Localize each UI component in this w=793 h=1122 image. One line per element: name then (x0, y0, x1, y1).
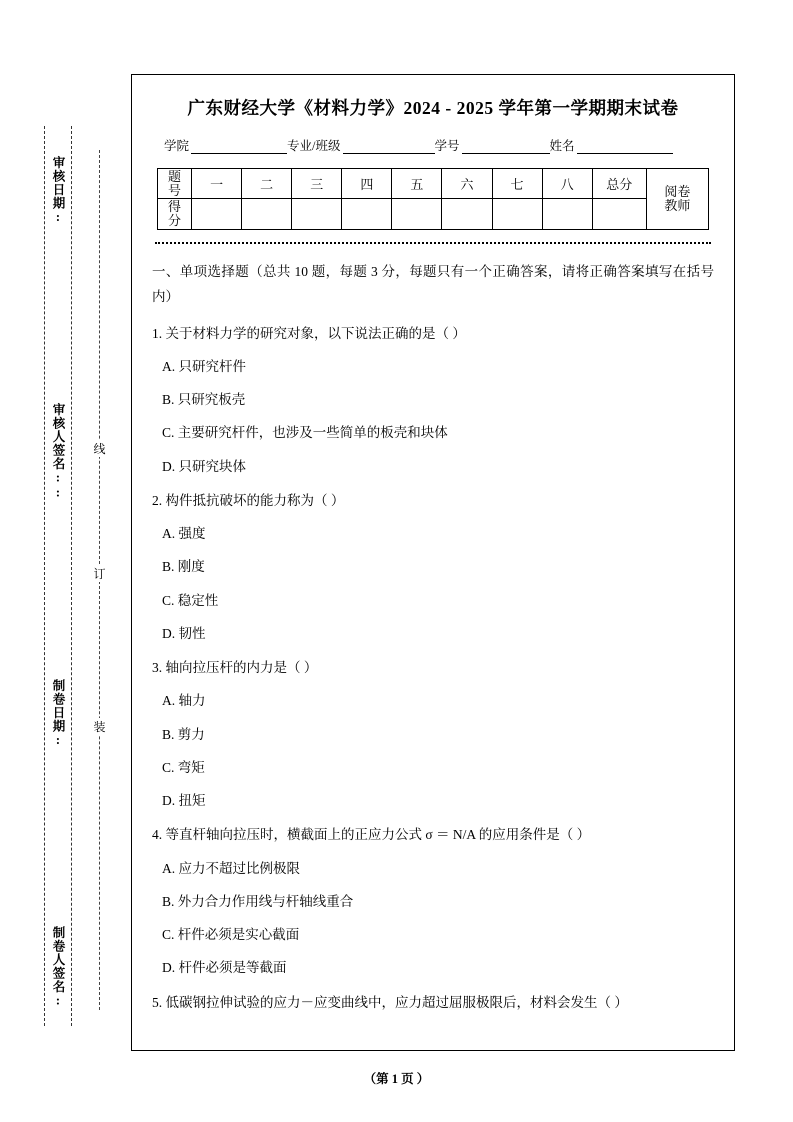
question-col-8: 八 (542, 169, 592, 199)
question-col-3: 三 (292, 169, 342, 199)
question-4-option-d[interactable]: D. 杆件必须是等截面 (162, 960, 287, 976)
table-row-scores (158, 199, 709, 229)
score-cell-7[interactable] (492, 199, 542, 229)
question-col-7: 七 (492, 169, 542, 199)
question-1-option-d[interactable]: D. 只研究块体 (162, 458, 246, 474)
college-label: 学院 (164, 139, 190, 153)
question-4-option-b[interactable]: B. 外力合力作用线与杆轴线重合 (162, 893, 354, 909)
row-header-score-char2: 分 (168, 212, 182, 228)
question-2-option-c[interactable]: C. 稳定性 (162, 592, 219, 608)
section-heading: 一、单项选择题（总共 10 题，每题 3 分，每题只有一个正确答案，请将正确答案填写在括号内） (152, 263, 714, 304)
student-no-blank[interactable] (462, 140, 550, 154)
score-cell-8[interactable] (542, 199, 592, 229)
college-blank[interactable] (191, 140, 287, 154)
question-col-4: 四 (342, 169, 392, 199)
question-stem-2: 2. 构件抵抗破坏的能力称为（ ） (152, 492, 345, 508)
question-2-option-d[interactable]: D. 韧性 (162, 625, 206, 641)
major-class-blank[interactable] (343, 140, 435, 154)
row-header-score (158, 199, 192, 229)
question-col-2: 二 (242, 169, 292, 199)
total-score-header: 总分 (592, 169, 646, 199)
row-header-score-char1: 得 (168, 199, 182, 215)
row-header-question (158, 169, 192, 199)
production-date-label: 制卷日期: (51, 678, 65, 748)
auditor-signature-label: 审核人签名:: (51, 403, 65, 501)
row-header-question-char2: 号 (168, 182, 182, 198)
question-stem-1: 1. 关于材料力学的研究对象，以下说法正确的是（ ） (152, 325, 466, 341)
fold-mark-bind: 订 (91, 565, 108, 582)
page-title: 广东财经大学《材料力学》2024 - 2025 学年第一学期期末试卷 (187, 98, 679, 118)
student-info-line (164, 136, 716, 154)
left-margin-labels (44, 126, 72, 1026)
question-3-option-a[interactable]: A. 轴力 (162, 693, 206, 709)
question-3-option-d[interactable]: D. 扭矩 (162, 793, 206, 808)
name-label: 姓名 (549, 139, 575, 153)
score-cell-1[interactable] (192, 199, 242, 229)
table-row-question-numbers (158, 169, 709, 199)
question-2-option-b[interactable]: B. 刚度 (162, 559, 205, 575)
question-1-option-c[interactable]: C. 主要研究杆件，也涉及一些简单的板壳和块体 (162, 425, 448, 441)
name-blank[interactable] (577, 140, 673, 154)
score-cell-4[interactable] (342, 199, 392, 229)
exam-paper-frame (131, 74, 735, 1051)
question-stem-3: 3. 轴向拉压杆的内力是（ ） (152, 660, 318, 675)
score-table (157, 168, 709, 230)
total-score-cell[interactable] (592, 199, 646, 229)
question-col-1: 一 (192, 169, 242, 199)
question-stem-4: 4. 等直杆轴向拉压时，横截面上的正应力公式 σ ＝ N/A 的应用条件是（ ） (152, 827, 591, 843)
marker-label-char1: 阅卷 (664, 184, 691, 200)
page-footer: （第 1 页 ） (363, 1072, 430, 1086)
fold-mark-line: 线 (91, 440, 108, 457)
dotted-divider (155, 242, 711, 244)
row-header-question-char1: 题 (168, 169, 182, 184)
marker-label-char2: 教师 (664, 197, 691, 213)
score-cell-2[interactable] (242, 199, 292, 229)
question-3-option-b[interactable]: B. 剪力 (162, 726, 205, 742)
question-2-option-a[interactable]: A. 强度 (162, 526, 206, 541)
producer-signature-label: 制卷人签名: (51, 925, 65, 1008)
question-4-option-a[interactable]: A. 应力不超过比例极限 (162, 860, 300, 876)
question-col-5: 五 (392, 169, 442, 199)
question-1-option-a[interactable]: A. 只研究杆件 (162, 358, 246, 374)
question-col-6: 六 (442, 169, 492, 199)
student-no-label: 学号 (434, 139, 460, 153)
score-cell-3[interactable] (292, 199, 342, 229)
fold-mark-pack: 装 (91, 718, 108, 735)
question-4-option-c[interactable]: C. 杆件必须是实心截面 (162, 927, 300, 942)
marker-teacher-cell[interactable] (646, 169, 708, 230)
score-cell-5[interactable] (392, 199, 442, 229)
score-cell-6[interactable] (442, 199, 492, 229)
question-3-option-c[interactable]: C. 弯矩 (162, 759, 205, 775)
major-class-label: 专业/班级 (287, 139, 341, 153)
audit-date-label: 审核日期: (51, 156, 65, 225)
question-stem-5: 5. 低碳钢拉伸试验的应力－应变曲线中，应力超过屈服极限后，材料会发生（ ） (152, 994, 628, 1010)
question-1-option-b[interactable]: B. 只研究板壳 (162, 392, 246, 407)
